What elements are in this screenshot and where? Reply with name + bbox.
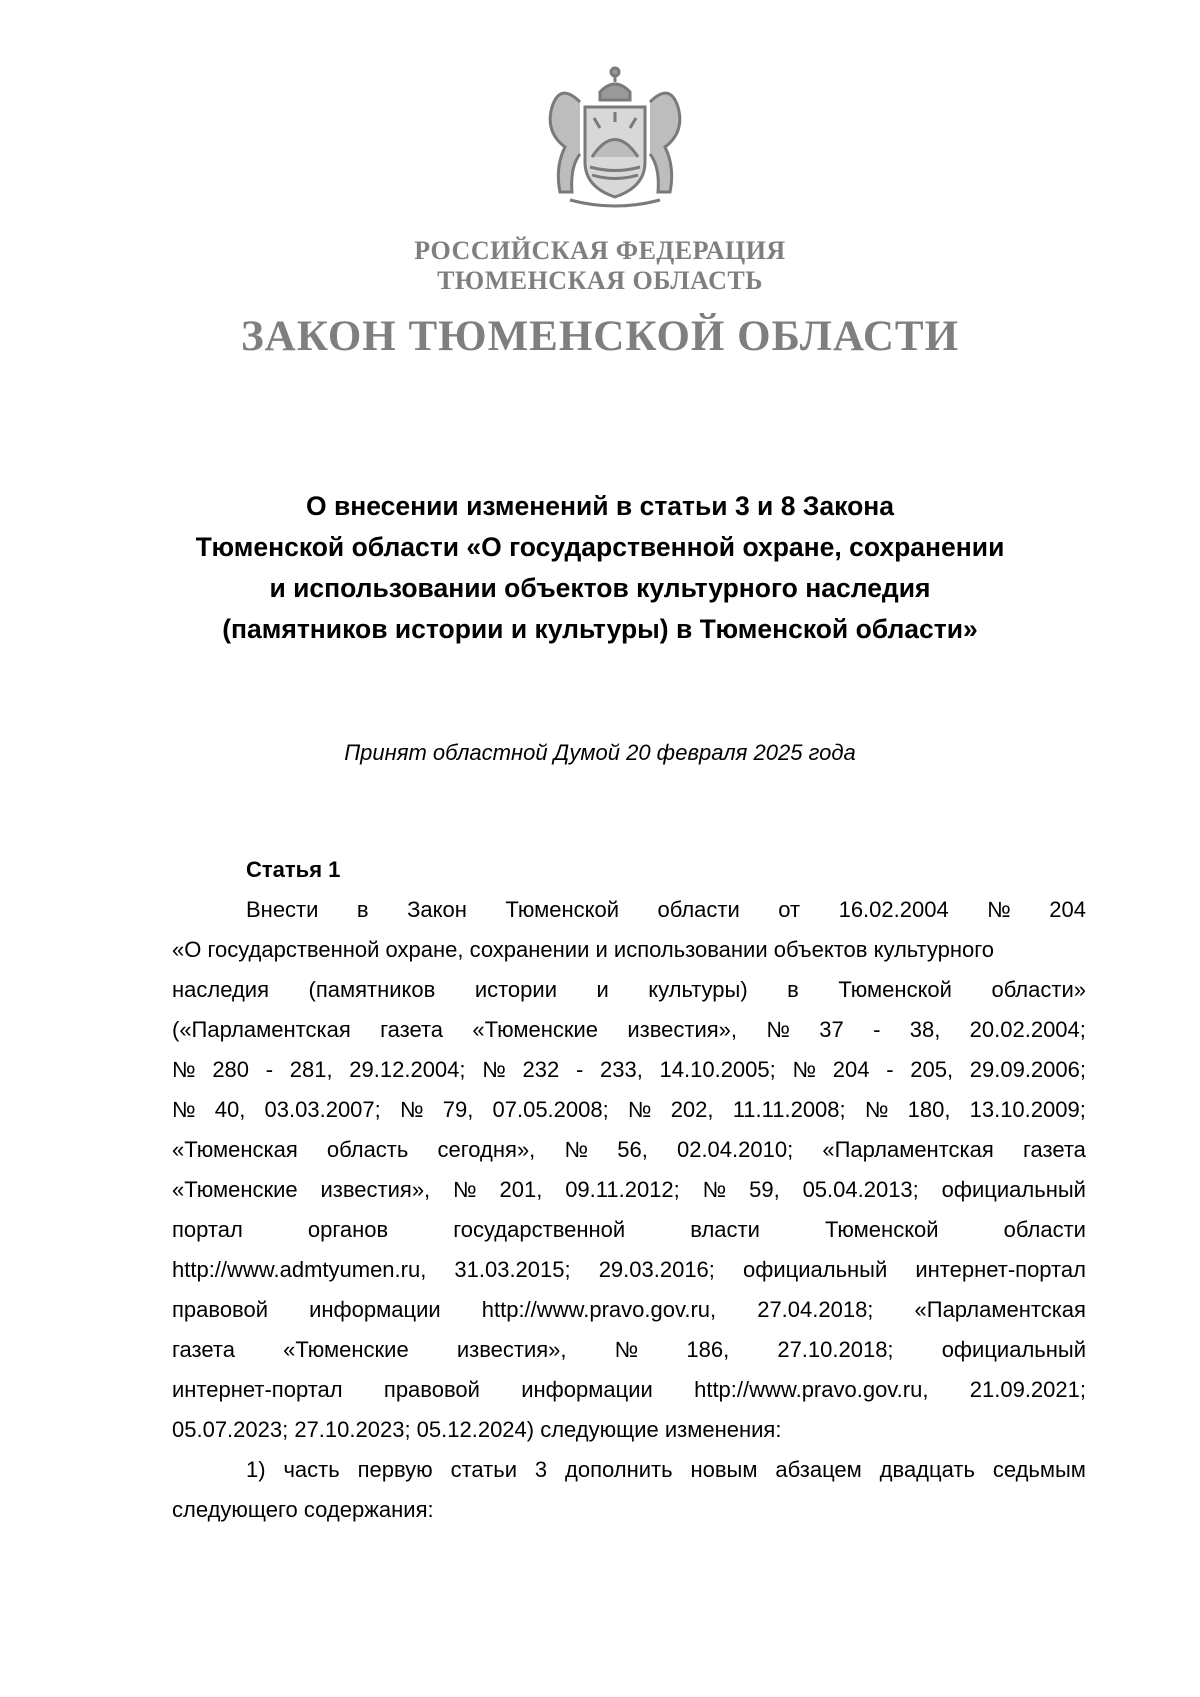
article-word: области bbox=[1003, 1217, 1086, 1242]
article-word: № bbox=[482, 1057, 506, 1082]
article-word: правовой bbox=[172, 1297, 269, 1322]
article-word: дополнить bbox=[565, 1457, 673, 1482]
article-word: Тюменской bbox=[505, 897, 619, 922]
article-word: 09.11.2012; bbox=[565, 1177, 680, 1202]
article-word: интернет-портал bbox=[172, 1377, 343, 1402]
article-word: культуры) bbox=[648, 977, 748, 1002]
coat-of-arms-icon bbox=[530, 62, 700, 212]
article-word: правовой bbox=[383, 1377, 480, 1402]
article-text-line bbox=[172, 1130, 1086, 1170]
article-word: 31.03.2015; bbox=[454, 1257, 571, 1282]
article-word: 204 bbox=[832, 1057, 870, 1082]
article-text-line bbox=[172, 970, 1086, 1010]
article-word: 59, bbox=[749, 1177, 780, 1202]
article-word: 20.02.2004; bbox=[969, 1017, 1086, 1042]
article-word: двадцать bbox=[879, 1457, 975, 1482]
article-word: 02.04.2010; bbox=[676, 1137, 794, 1162]
article-word: информации bbox=[309, 1297, 441, 1322]
article-word: - bbox=[886, 1057, 894, 1082]
article-word: область bbox=[326, 1137, 409, 1162]
article-word: 201, bbox=[499, 1177, 543, 1202]
article-word: 05.04.2013; bbox=[802, 1177, 919, 1202]
article-word: (памятников bbox=[308, 977, 436, 1002]
article-word: 21.09.2021; bbox=[969, 1377, 1086, 1402]
article-word: информации bbox=[521, 1377, 653, 1402]
article-word: официальный bbox=[742, 1257, 888, 1282]
article-word: 233, bbox=[600, 1057, 643, 1082]
article-word: области bbox=[657, 897, 740, 922]
article-text-line bbox=[172, 1410, 1086, 1450]
article-text-line bbox=[172, 1450, 1086, 1490]
article-word: органов bbox=[307, 1217, 389, 1242]
article-word: Тюменской bbox=[824, 1217, 939, 1242]
article-word: и bbox=[596, 977, 609, 1002]
law-title-line: О внесении изменений в статьи 3 и 8 Закона bbox=[306, 491, 894, 521]
adoption-note: Принят областной Думой 20 февраля 2025 года bbox=[344, 740, 856, 765]
article-word: 280 bbox=[212, 1057, 250, 1082]
law-title-line: Тюменской области «О государственной охране, сохранении bbox=[195, 532, 1005, 562]
article-word: газета bbox=[1022, 1137, 1086, 1162]
article-word: 40, bbox=[214, 1097, 246, 1122]
header-region: ТЮМЕНСКАЯ ОБЛАСТЬ bbox=[437, 266, 763, 295]
article-word: № bbox=[172, 1057, 196, 1082]
law-title bbox=[120, 486, 1080, 650]
article-word: 05.07.2023; 27.10.2023; 05.12.2024) следующие изменения: bbox=[172, 1417, 782, 1442]
article-word: № bbox=[627, 1097, 652, 1122]
article-word: «Тюменская bbox=[172, 1137, 298, 1162]
article-word: Закон bbox=[407, 897, 467, 922]
article-word: 38, bbox=[909, 1017, 941, 1042]
article-word: известия», bbox=[456, 1337, 567, 1362]
article-word: наследия bbox=[172, 977, 270, 1002]
article-word: 29.03.2016; bbox=[598, 1257, 715, 1282]
article-word: 03.03.2007; bbox=[264, 1097, 381, 1122]
article-word: газета bbox=[172, 1337, 235, 1362]
article-word: «О государственной охране, сохранении и использовании объектов культурного bbox=[172, 937, 995, 962]
article-word: интернет-портал bbox=[915, 1257, 1086, 1282]
article-word: 3 bbox=[534, 1457, 548, 1482]
article-word: 27.04.2018; bbox=[757, 1297, 874, 1322]
article-word: известия», bbox=[627, 1017, 738, 1042]
article-word: 79, bbox=[442, 1097, 474, 1122]
article-text-line bbox=[172, 930, 1086, 970]
article-word: http://www.admtyumen.ru, bbox=[172, 1257, 427, 1282]
article-word: - bbox=[265, 1057, 274, 1082]
article-word: государственной bbox=[453, 1217, 626, 1242]
article-word: газета bbox=[380, 1017, 444, 1042]
article-text-line bbox=[172, 890, 1086, 930]
header-federation: РОССИЙСКАЯ ФЕДЕРАЦИЯ bbox=[414, 236, 786, 265]
article-word: 29.09.2006; bbox=[969, 1057, 1086, 1082]
article-word: седьмым bbox=[992, 1457, 1086, 1482]
article-body bbox=[172, 890, 1086, 1530]
article-word: 205, bbox=[910, 1057, 954, 1082]
article-word: часть bbox=[283, 1457, 340, 1482]
article-word: Тюменской bbox=[838, 977, 952, 1002]
article-text-line bbox=[172, 1170, 1086, 1210]
article-word: сегодня», bbox=[437, 1137, 536, 1162]
article-word: 14.10.2005; bbox=[659, 1057, 776, 1082]
article-word: № bbox=[766, 1017, 790, 1042]
article-word: 07.05.2008; bbox=[492, 1097, 609, 1122]
article-word: 204 bbox=[1049, 897, 1086, 922]
header-doc-type: ЗАКОН ТЮМЕНСКОЙ ОБЛАСТИ bbox=[240, 313, 960, 360]
article-word: «Парламентская bbox=[822, 1137, 994, 1162]
article-word: абзацем bbox=[775, 1457, 862, 1482]
article-word: 56, bbox=[617, 1137, 648, 1162]
article-word: 186, bbox=[686, 1337, 730, 1362]
article-word: 202, bbox=[670, 1097, 714, 1122]
article-word: Внести bbox=[246, 897, 319, 922]
article-word: 16.02.2004 bbox=[838, 897, 949, 922]
article-word: 29.12.2004; bbox=[349, 1057, 466, 1082]
article-word: № bbox=[987, 897, 1011, 922]
article-word: 11.11.2008; bbox=[732, 1097, 846, 1122]
article-word: официальный bbox=[941, 1177, 1086, 1202]
article-word: № bbox=[399, 1097, 424, 1122]
article-word: «Тюменские bbox=[472, 1017, 598, 1042]
law-title-line: и использовании объектов культурного наследия bbox=[269, 573, 931, 603]
article-word: № bbox=[864, 1097, 889, 1122]
article-word: № bbox=[702, 1177, 727, 1202]
article-word: власти bbox=[690, 1217, 760, 1242]
article-word: «Тюменские bbox=[172, 1177, 298, 1202]
article-word: следующего содержания: bbox=[172, 1497, 434, 1522]
article-word: - bbox=[575, 1057, 584, 1082]
article-word: первую bbox=[357, 1457, 433, 1482]
article-word: 1) bbox=[246, 1457, 266, 1482]
article-text-line bbox=[172, 1490, 1086, 1530]
article-word: № bbox=[172, 1097, 196, 1122]
article-word: 180, bbox=[907, 1097, 951, 1122]
article-word: 232 bbox=[522, 1057, 560, 1082]
article-word: http://www.pravo.gov.ru, bbox=[481, 1297, 717, 1322]
article-text-line bbox=[172, 1210, 1086, 1250]
article-word: портал bbox=[172, 1217, 243, 1242]
article-word: № bbox=[614, 1337, 639, 1362]
article-word: официальный bbox=[941, 1337, 1086, 1362]
article-text-line bbox=[172, 1330, 1086, 1370]
article-word: от bbox=[778, 897, 801, 922]
article-word: 13.10.2009; bbox=[969, 1097, 1086, 1122]
article-text-line bbox=[172, 1010, 1086, 1050]
article-word: «Парламентская bbox=[914, 1297, 1086, 1322]
article-word: № bbox=[453, 1177, 477, 1202]
article-word: 37 bbox=[819, 1017, 844, 1042]
article-text-line bbox=[172, 1250, 1086, 1290]
article-word: истории bbox=[474, 977, 557, 1002]
article-word: («Парламентская bbox=[172, 1017, 351, 1042]
article-word: 27.10.2018; bbox=[777, 1337, 894, 1362]
law-title-line: (памятников истории и культуры) в Тюменской области» bbox=[222, 614, 978, 644]
article-word: в bbox=[356, 897, 369, 922]
article-text-line bbox=[172, 1370, 1086, 1410]
article-word: http://www.pravo.gov.ru, bbox=[694, 1377, 929, 1402]
article-text-line bbox=[172, 1290, 1086, 1330]
article-word: статьи bbox=[450, 1457, 517, 1482]
article-word: «Тюменские bbox=[283, 1337, 409, 1362]
article-word: новым bbox=[690, 1457, 758, 1482]
article-word: известия», bbox=[320, 1177, 431, 1202]
article-text-line bbox=[172, 1090, 1086, 1130]
article-word: в bbox=[787, 977, 799, 1002]
article-word: № bbox=[792, 1057, 817, 1082]
article-heading: Статья 1 bbox=[246, 857, 341, 882]
article-word: 281, bbox=[289, 1057, 333, 1082]
article-word: области» bbox=[991, 977, 1086, 1002]
article-text-line bbox=[172, 1050, 1086, 1090]
article-word: № bbox=[564, 1137, 589, 1162]
article-word: - bbox=[873, 1017, 881, 1042]
